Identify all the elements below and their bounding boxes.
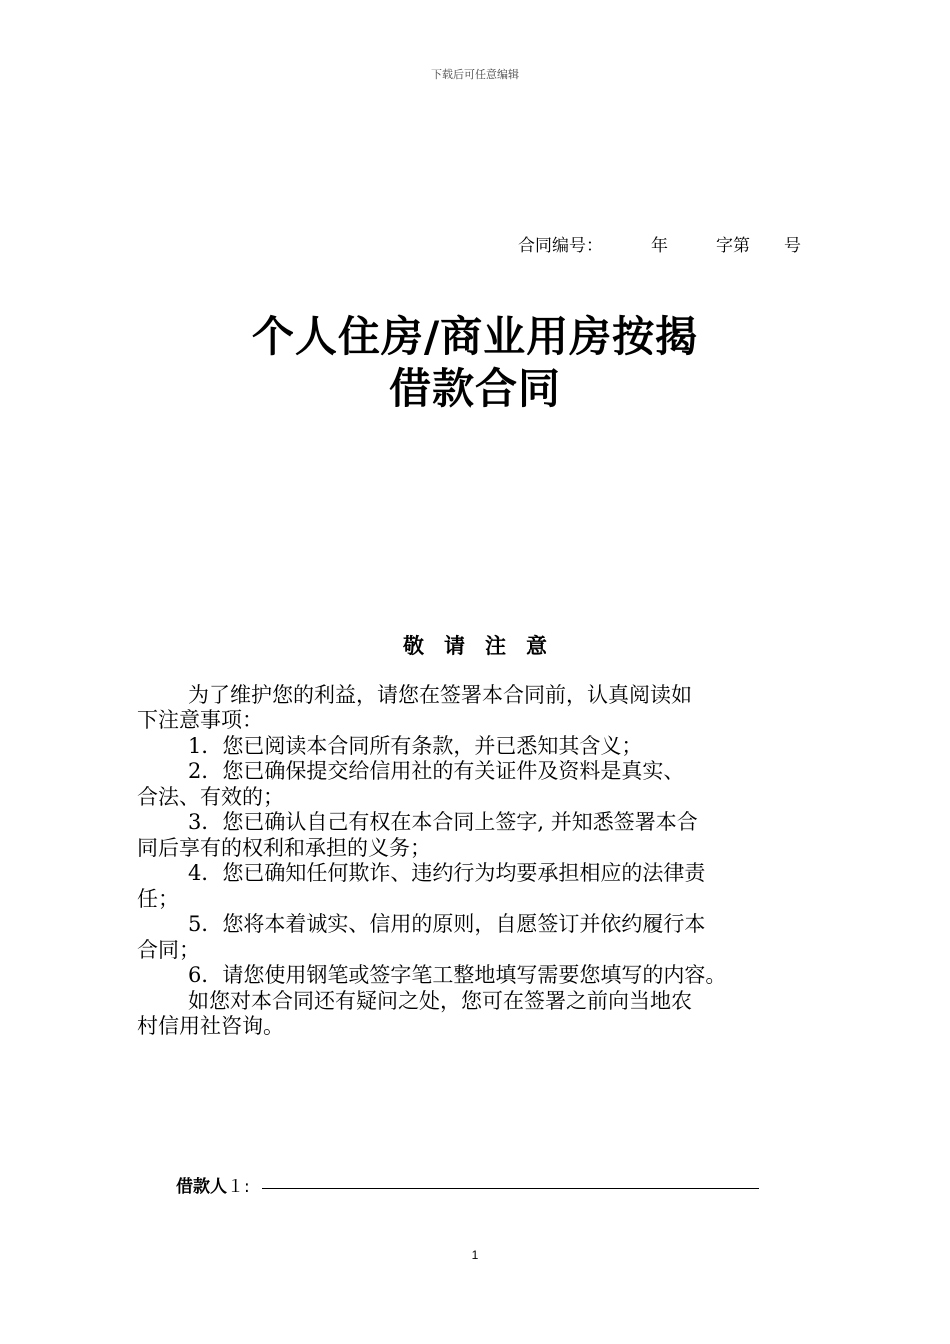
document-title-line1: 个人住房/商业用房按揭 [251,312,699,361]
contract-number-char-no: 字第 [716,236,750,256]
notice-heading-char: 请 [444,634,465,658]
notice-item-1: 1．您已阅读本合同所有条款，并已悉知其含义； [188,734,643,758]
notice-heading-char: 敬 [403,634,424,658]
notice-line: 下注意事项： [137,708,263,732]
notice-line: 合同； [137,938,200,962]
notice-item-4: 4．您已确知任何欺诈、违约行为均要承担相应的法律责 [188,861,706,885]
notice-heading-char: 注 [485,634,506,658]
contract-number-no: 号 [784,236,801,256]
notice-heading [0,630,950,660]
document-title-line2: 借款合同 [388,364,561,413]
notice-line: 合法、有效的； [137,785,284,809]
page-number: 1 [471,1248,479,1262]
notice-item-5: 5．您将本着诚实、信用的原则，自愿签订并依约履行本 [188,912,706,936]
notice-line: 任； [137,887,179,911]
borrower-label-text: 借款人 [176,1177,227,1197]
contract-number [518,231,801,256]
borrower-signature-line[interactable] [262,1188,759,1189]
notice-item-2: 2．您已确保提交给信用社的有关证件及资料是真实、 [188,759,685,783]
borrower-label [176,1172,250,1197]
notice-line: 如您对本合同还有疑问之处，您可在签署之前向当地农 [188,989,692,1013]
borrower-label-suffix: １: [227,1177,250,1197]
contract-number-label: 合同编号： [518,236,603,256]
notice-line: 村信用社咨询。 [137,1014,284,1038]
contract-number-year: 年 [651,236,668,256]
notice-item-3: 3．您已确认自己有权在本合同上签字, 并知悉签署本合 [188,810,698,834]
notice-line: 同后享有的权利和承担的义务； [137,836,431,860]
notice-heading-char: 意 [526,634,547,658]
header-note: 下载后可任意编辑 [431,68,519,81]
notice-item-6: 6．请您使用钢笔或签字笔工整地填写需要您填写的内容。 [188,963,727,987]
notice-line: 为了维护您的利益，请您在签署本合同前，认真阅读如 [188,683,692,707]
